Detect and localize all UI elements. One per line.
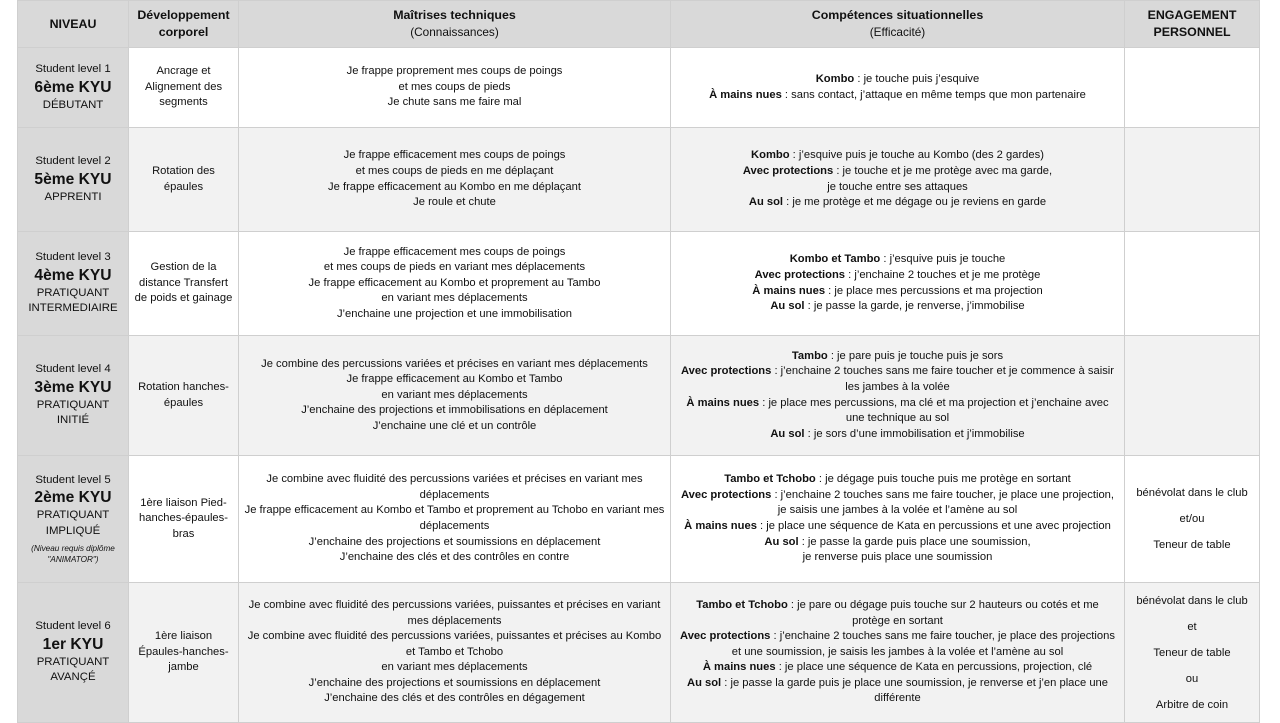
header-competences-title: Compétences situationnelles (811, 8, 984, 22)
competence-line (676, 660, 1119, 676)
kyu-grade: 3ème KYU (34, 378, 112, 396)
header-competences-sub: (Efficacité) (869, 25, 926, 39)
engagement-cell (1125, 456, 1260, 583)
student-level: Student level 3 (35, 251, 111, 264)
competence-label: À mains nues (702, 661, 776, 674)
competence-text: je touche entre ses attaques (827, 180, 968, 193)
student-level: Student level 5 (35, 473, 111, 486)
competence-label: Kombo (815, 72, 855, 85)
competence-label: Kombo (751, 149, 790, 162)
engagement-line: bénévolat dans le club (1136, 594, 1248, 607)
competence-line (676, 252, 1119, 268)
table-row (18, 456, 1260, 583)
maitrises-cell (239, 583, 671, 723)
competence-text: : je dégage puis touche puis me protège en sortant (815, 473, 1071, 486)
level-note: (Niveau requis diplôme "ANIMATOR") (31, 544, 115, 565)
maitrise-line: J’enchaine des projections et immobilisations en déplacement (301, 404, 608, 417)
maitrises-cell (239, 232, 671, 336)
competence-label: Avec protections (681, 365, 772, 378)
competence-line (676, 349, 1119, 365)
developpement-cell: 1ère liaison Épaules-hanches-jambe (129, 583, 239, 723)
competence-text: : j’enchaine 2 touches sans me faire toucher, je place des projections et une soumission, je saisis les jambes à la volée et l’amène au sol (731, 630, 1115, 658)
header-competences (671, 1, 1125, 48)
competence-text: : je place mes percussions, ma clé et ma projection et j’enchaine avec une technique au sol (759, 396, 1109, 425)
maitrise-line: Je chute sans me faire mal (387, 96, 522, 109)
competence-text: : j’esquive puis je touche au Kombo (des 2 gardes) (789, 149, 1044, 162)
engagement-line: Arbitre de coin (1155, 698, 1229, 711)
competence-label: Tambo et Tchobo (696, 598, 788, 611)
competence-line (676, 88, 1119, 104)
competence-line (676, 180, 1119, 196)
maitrise-line: J’enchaine des clés et des contrôles en dégagement (324, 692, 585, 705)
competence-text: : je place mes percussions et ma projection (825, 284, 1043, 297)
header-niveau: NIVEAU (18, 1, 129, 48)
niveau-cell (18, 232, 129, 336)
competence-text: : je pare puis je touche puis je sors (827, 349, 1004, 362)
niveau-cell (18, 48, 129, 128)
competence-line (676, 396, 1119, 427)
competence-text: : j’enchaine 2 touches et je me protège (845, 268, 1041, 281)
competence-line (676, 598, 1119, 629)
student-level: Student level 2 (35, 154, 111, 167)
maitrise-line: en variant mes déplacements (381, 292, 528, 305)
maitrise-line: Je frappe efficacement au Kombo et Tambo (346, 373, 563, 386)
competence-label: Avec protections (680, 488, 772, 501)
competence-line (676, 519, 1119, 535)
maitrise-line: J’enchaine une projection et une immobilisation (336, 307, 573, 320)
competence-line (676, 472, 1119, 488)
competence-label: Tambo et Tchobo (724, 473, 816, 486)
competence-line (676, 72, 1119, 88)
competence-text: : je touche et je me protège avec ma garde, (833, 164, 1053, 177)
student-level: Student level 1 (35, 62, 111, 75)
competence-label: Avec protections (742, 164, 834, 177)
competence-line (676, 299, 1119, 315)
level-title: DÉBUTANT (42, 98, 104, 111)
maitrise-line: Je frappe efficacement mes coups de poings (343, 245, 566, 258)
maitrise-line: en variant mes déplacements (381, 661, 528, 674)
engagement-line: et (1187, 620, 1197, 633)
competence-line (676, 364, 1119, 395)
developpement-cell: Rotation hanches-épaules (129, 336, 239, 456)
header-maitrises (239, 1, 671, 48)
maitrise-line: Je frappe efficacement mes coups de poings (343, 149, 566, 162)
engagement-cell (1125, 48, 1260, 128)
competence-label: Au sol (770, 300, 805, 313)
competence-text: : je passe la garde puis je place une soumission, je renverse et j’en place une différente (721, 676, 1108, 705)
niveau-cell (18, 583, 129, 723)
header-maitrises-sub: (Connaissances) (410, 25, 499, 39)
competence-text: : je place une séquence de Kata en percussions, projection, clé (775, 661, 1093, 674)
maitrise-line: Je frappe proprement mes coups de poings (346, 65, 563, 78)
competence-label: À mains nues (684, 520, 757, 532)
maitrise-line: Je combine des percussions variées et précises en variant mes déplacements (261, 357, 648, 370)
competences-cell (671, 336, 1125, 456)
competence-label: Au sol (748, 196, 784, 209)
maitrise-line: Je frappe efficacement au Kombo et proprement au Tambo (308, 276, 601, 289)
competence-label: Avec protections (680, 630, 771, 643)
competence-label: Kombo et Tambo (789, 253, 881, 266)
competence-line (676, 284, 1119, 300)
header-engagement: ENGAGEMENT PERSONNEL (1125, 1, 1260, 48)
competences-cell (671, 456, 1125, 583)
maitrise-line: Je combine avec fluidité des percussions variées et précises en variant mes déplacements (266, 473, 643, 501)
competence-text: : j’enchaine 2 touches sans me faire toucher et je commence à saisir les jambes à la volée (771, 365, 1114, 393)
competence-line (676, 427, 1119, 443)
competence-label: À mains nues (686, 396, 760, 409)
niveau-cell (18, 128, 129, 232)
kyu-grade: 6ème KYU (34, 78, 112, 96)
engagement-line: et/ou (1179, 513, 1205, 525)
competences-cell (671, 128, 1125, 232)
competence-text: : j’enchaine 2 touches sans me faire toucher, je place une projection, je saisis une jambes à la volée et l’amène au sol (771, 488, 1115, 517)
developpement-cell: Ancrage et Alignement des segments (129, 48, 239, 128)
competence-label: À mains nues (752, 284, 826, 297)
engagement-cell (1125, 583, 1260, 723)
table-row (18, 48, 1260, 128)
competence-text: : je place une séquence de Kata en percussions et une avec projection (756, 520, 1111, 532)
maitrises-cell (239, 128, 671, 232)
developpement-cell: Rotation des épaules (129, 128, 239, 232)
competence-line (676, 676, 1119, 707)
progression-table (17, 0, 1260, 723)
level-title: PRATIQUANT AVANÇÉ (36, 655, 110, 684)
student-level: Student level 4 (35, 363, 111, 376)
competence-label: À mains nues (709, 88, 782, 101)
competence-label: Au sol (764, 535, 802, 548)
maitrise-line: J’enchaine une clé et un contrôle (372, 419, 537, 432)
engagement-line: ou (1185, 672, 1199, 685)
competence-text: : sans contact, j’attaque en même temps que mon partenaire (781, 88, 1086, 101)
competence-line (676, 164, 1119, 180)
competence-text: : je passe la garde puis place une soumission, (801, 535, 1031, 548)
competence-text: : je passe la garde, je renverse, j’immobilise (804, 300, 1025, 313)
maitrise-line: Je combine avec fluidité des percussions variées, puissantes et précises en variant mes déplacements (248, 598, 661, 627)
maitrise-line: J’enchaine des projections et soumissions en déplacement (308, 535, 601, 548)
table-row (18, 583, 1260, 723)
competences-cell (671, 48, 1125, 128)
competence-text: : je pare ou dégage puis touche sur 2 hauteurs ou cotés et me protège en sortant (787, 598, 1099, 627)
engagement-cell (1125, 128, 1260, 232)
header-maitrises-title: Maîtrises techniques (393, 8, 516, 22)
competence-line (676, 488, 1119, 519)
table-header-row (18, 1, 1260, 48)
table-row (18, 336, 1260, 456)
niveau-cell (18, 456, 129, 583)
maitrise-line: J’enchaine des clés et des contrôles en contre (339, 551, 570, 564)
competence-text: je renverse puis place une soumission (802, 551, 993, 564)
maitrises-cell (239, 336, 671, 456)
table-row (18, 128, 1260, 232)
developpement-cell: 1ère liaison Pied-hanches-épaules-bras (129, 456, 239, 583)
competence-text: : je touche puis j’esquive (854, 72, 980, 85)
competence-label: Tambo (791, 349, 828, 362)
engagement-cell (1125, 232, 1260, 336)
kyu-grade: 2ème KYU (34, 489, 112, 507)
competence-line (676, 268, 1119, 284)
maitrises-cell (239, 456, 671, 583)
niveau-cell (18, 336, 129, 456)
level-title: PRATIQUANT INITIÉ (36, 398, 110, 427)
competence-label: Au sol (770, 427, 805, 440)
level-title: PRATIQUANT IMPLIQUÉ (36, 509, 110, 537)
competence-text: : je sors d’une immobilisation et j’immobilise (804, 427, 1025, 440)
maitrise-line: et mes coups de pieds en me déplaçant (355, 164, 554, 177)
maitrise-line: Je frappe efficacement au Kombo en me déplaçant (328, 180, 581, 193)
competence-label: Avec protections (754, 268, 846, 281)
competence-line (676, 195, 1119, 211)
student-level: Student level 6 (35, 620, 111, 633)
level-title: APPRENTI (44, 190, 102, 203)
competence-line (676, 148, 1119, 164)
maitrise-line: en variant mes déplacements (381, 388, 528, 401)
competences-cell (671, 583, 1125, 723)
maitrises-cell (239, 48, 671, 128)
developpement-cell: Gestion de la distance Transfert de poids et gainage (129, 232, 239, 336)
level-title: PRATIQUANT INTERMEDIAIRE (28, 286, 118, 315)
maitrise-line: Je combine avec fluidité des percussions variées, puissantes et précises au Kombo et Tambo et Tchobo (247, 630, 662, 658)
engagement-cell (1125, 336, 1260, 456)
maitrise-line: et mes coups de pieds en variant mes déplacements (323, 261, 586, 274)
kyu-grade: 1er KYU (42, 635, 104, 653)
competence-text: : je me protège et me dégage ou je reviens en garde (783, 196, 1047, 209)
kyu-grade: 4ème KYU (34, 266, 112, 284)
maitrise-line: Je roule et chute (413, 196, 496, 209)
header-developpement: Développement corporel (129, 1, 239, 48)
competence-label: Au sol (686, 676, 722, 689)
engagement-line: bénévolat dans le club (1136, 487, 1248, 499)
engagement-line: Teneur de table (1153, 539, 1231, 551)
competences-cell (671, 232, 1125, 336)
engagement-line: Teneur de table (1153, 646, 1231, 659)
maitrise-line: Je frappe efficacement au Kombo et Tambo et proprement au Tchobo en variant mes déplacements (244, 504, 665, 532)
kyu-grade: 5ème KYU (34, 170, 112, 188)
competence-line (676, 550, 1119, 566)
competence-line (676, 629, 1119, 660)
maitrise-line: et mes coups de pieds (398, 80, 511, 93)
competence-text: : j’esquive puis je touche (880, 253, 1006, 266)
table-row (18, 232, 1260, 336)
maitrise-line: J’enchaine des projections et soumissions en déplacement (308, 676, 601, 689)
competence-line (676, 535, 1119, 551)
